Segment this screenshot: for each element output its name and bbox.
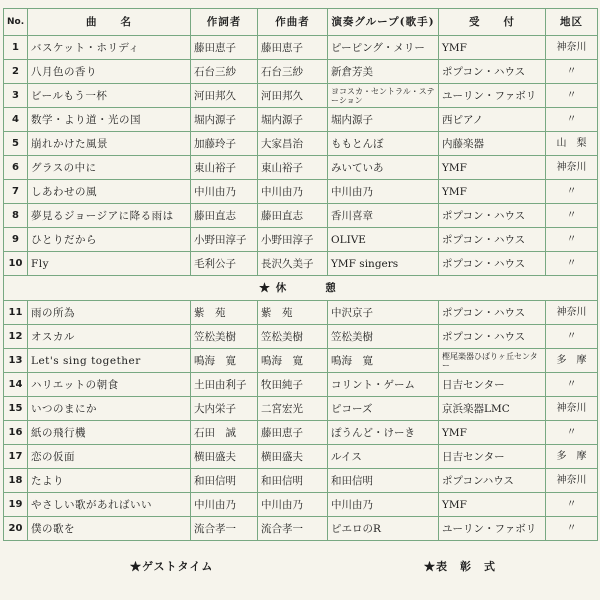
- table-row: [4, 84, 598, 108]
- cell-performer: ももとんぼ: [328, 132, 439, 156]
- cell-composer: 鳴海 寛: [258, 349, 328, 373]
- cell-lyricist: 中川由乃: [191, 493, 258, 517]
- header-lyricist: 作詞者: [191, 9, 258, 36]
- cell-composer: 流合孝一: [258, 517, 328, 541]
- cell-performer: ルイス: [328, 445, 439, 469]
- cell-title: 恋の仮面: [28, 445, 191, 469]
- cell-region: 〃: [546, 84, 598, 108]
- table-row: [4, 493, 598, 517]
- cell-region: 〃: [546, 517, 598, 541]
- cell-composer: 紫 苑: [258, 301, 328, 325]
- cell-no: 4: [4, 108, 28, 132]
- cell-reception: 日吉センター: [439, 445, 546, 469]
- cell-title: Let's sing together: [28, 349, 191, 373]
- cell-title: Fly: [28, 252, 191, 276]
- intermission-row: [4, 276, 598, 301]
- cell-title: いつのまにか: [28, 397, 191, 421]
- cell-no: 13: [4, 349, 28, 373]
- cell-title: しあわせの風: [28, 180, 191, 204]
- cell-composer: 藤田恵子: [258, 421, 328, 445]
- cell-region: 〃: [546, 373, 598, 397]
- cell-reception: 京浜楽器LMC: [439, 397, 546, 421]
- program-part-2: [4, 301, 598, 541]
- cell-lyricist: 小野田淳子: [191, 228, 258, 252]
- header-reception: 受 付: [439, 9, 546, 36]
- cell-composer: 横田盛夫: [258, 445, 328, 469]
- cell-no: 1: [4, 36, 28, 60]
- cell-no: 2: [4, 60, 28, 84]
- cell-region: 〃: [546, 493, 598, 517]
- cell-no: 18: [4, 469, 28, 493]
- table-row: [4, 469, 598, 493]
- cell-no: 15: [4, 397, 28, 421]
- table-row: [4, 252, 598, 276]
- cell-no: 10: [4, 252, 28, 276]
- cell-title: 夢見るジョージアに降る雨は: [28, 204, 191, 228]
- cell-reception: ポプコン・ハウス: [439, 325, 546, 349]
- cell-composer: 石台三紗: [258, 60, 328, 84]
- cell-no: 7: [4, 180, 28, 204]
- table-row: [4, 204, 598, 228]
- cell-reception: ユーリン・ファボリ: [439, 84, 546, 108]
- cell-performer: みいていあ: [328, 156, 439, 180]
- cell-lyricist: 笠松美樹: [191, 325, 258, 349]
- cell-no: 19: [4, 493, 28, 517]
- cell-title: グラスの中に: [28, 156, 191, 180]
- table-row: [4, 349, 598, 373]
- cell-no: 16: [4, 421, 28, 445]
- cell-region: 山 梨: [546, 132, 598, 156]
- cell-title: 僕の歌を: [28, 517, 191, 541]
- cell-region: 神奈川: [546, 301, 598, 325]
- cell-performer: OLIVE: [328, 228, 439, 252]
- cell-performer: 香川喜章: [328, 204, 439, 228]
- table-row: [4, 36, 598, 60]
- cell-lyricist: 土田由利子: [191, 373, 258, 397]
- award-ceremony-label: ★表 彰 式: [424, 560, 496, 573]
- cell-region: 〃: [546, 180, 598, 204]
- cell-no: 6: [4, 156, 28, 180]
- cell-reception: YMF: [439, 156, 546, 180]
- cell-composer: 和田信明: [258, 469, 328, 493]
- cell-lyricist: 石田 誠: [191, 421, 258, 445]
- cell-lyricist: 紫 苑: [191, 301, 258, 325]
- cell-reception: ポプコン・ハウス: [439, 204, 546, 228]
- cell-title: バスケット・ホリディ: [28, 36, 191, 60]
- cell-lyricist: 石台三紗: [191, 60, 258, 84]
- cell-performer: 和田信明: [328, 469, 439, 493]
- cell-region: 神奈川: [546, 397, 598, 421]
- cell-lyricist: 和田信明: [191, 469, 258, 493]
- cell-reception: 日吉センター: [439, 373, 546, 397]
- program-part-1: [4, 36, 598, 276]
- cell-title: やさしい歌があればいい: [28, 493, 191, 517]
- cell-lyricist: 藤田恵子: [191, 36, 258, 60]
- cell-region: 神奈川: [546, 469, 598, 493]
- program-table: [3, 8, 598, 541]
- cell-region: 〃: [546, 325, 598, 349]
- cell-lyricist: 大内栄子: [191, 397, 258, 421]
- table-row: [4, 397, 598, 421]
- cell-performer: 新倉芳美: [328, 60, 439, 84]
- cell-performer: ヨコスカ・セントラル・ステーション: [328, 84, 439, 108]
- cell-title: 紙の飛行機: [28, 421, 191, 445]
- cell-performer: 鳴海 寛: [328, 349, 439, 373]
- cell-lyricist: 毛利公子: [191, 252, 258, 276]
- cell-no: 20: [4, 517, 28, 541]
- cell-composer: 長沢久美子: [258, 252, 328, 276]
- table-row: [4, 373, 598, 397]
- cell-composer: 藤田恵子: [258, 36, 328, 60]
- cell-title: ビールもう一杯: [28, 84, 191, 108]
- cell-performer: 堀内源子: [328, 108, 439, 132]
- cell-no: 8: [4, 204, 28, 228]
- cell-no: 5: [4, 132, 28, 156]
- table-row: [4, 60, 598, 84]
- cell-reception: ポプコン・ハウス: [439, 60, 546, 84]
- cell-region: 〃: [546, 204, 598, 228]
- header-performer: 演奏グループ(歌手): [328, 9, 439, 36]
- cell-title: 雨の所為: [28, 301, 191, 325]
- table-row: [4, 180, 598, 204]
- cell-region: 多 摩: [546, 349, 598, 373]
- cell-lyricist: 鳴海 寛: [191, 349, 258, 373]
- cell-reception: 樫尾楽器ひばりヶ丘センター: [439, 349, 546, 373]
- table-row: [4, 421, 598, 445]
- cell-region: 〃: [546, 252, 598, 276]
- cell-performer: ピエロのR: [328, 517, 439, 541]
- table-row: [4, 301, 598, 325]
- cell-region: 神奈川: [546, 36, 598, 60]
- cell-title: 数学・より道・光の国: [28, 108, 191, 132]
- cell-composer: 中川由乃: [258, 493, 328, 517]
- cell-no: 11: [4, 301, 28, 325]
- cell-composer: 牧田純子: [258, 373, 328, 397]
- table-row: [4, 517, 598, 541]
- cell-lyricist: 堀内源子: [191, 108, 258, 132]
- cell-reception: YMF: [439, 180, 546, 204]
- cell-region: 〃: [546, 108, 598, 132]
- intermission-label: ★休 憩: [4, 276, 598, 301]
- guest-time-label: ★ゲストタイム: [130, 560, 214, 573]
- cell-composer: 堀内源子: [258, 108, 328, 132]
- cell-composer: 小野田淳子: [258, 228, 328, 252]
- header-no: No.: [4, 9, 28, 36]
- cell-reception: ポプコン・ハウス: [439, 301, 546, 325]
- cell-title: 崩れかけた風景: [28, 132, 191, 156]
- cell-reception: YMF: [439, 421, 546, 445]
- cell-performer: ぽうんど・けーき: [328, 421, 439, 445]
- cell-region: 〃: [546, 421, 598, 445]
- cell-title: ハリエットの朝食: [28, 373, 191, 397]
- cell-lyricist: 横田盛夫: [191, 445, 258, 469]
- header-region: 地区: [546, 9, 598, 36]
- cell-performer: 中川由乃: [328, 493, 439, 517]
- cell-reception: ポプコン・ハウス: [439, 228, 546, 252]
- cell-region: 〃: [546, 228, 598, 252]
- header-composer: 作曲者: [258, 9, 328, 36]
- cell-reception: YMF: [439, 493, 546, 517]
- table-row: [4, 325, 598, 349]
- table-row: [4, 108, 598, 132]
- cell-no: 17: [4, 445, 28, 469]
- cell-composer: 大家昌治: [258, 132, 328, 156]
- cell-lyricist: 流合孝一: [191, 517, 258, 541]
- cell-composer: 藤田直志: [258, 204, 328, 228]
- header-row: [4, 9, 598, 36]
- cell-composer: 二宮宏光: [258, 397, 328, 421]
- cell-region: 神奈川: [546, 156, 598, 180]
- cell-performer: 中沢京子: [328, 301, 439, 325]
- cell-no: 3: [4, 84, 28, 108]
- cell-performer: ピコーズ: [328, 397, 439, 421]
- cell-reception: 西ピアノ: [439, 108, 546, 132]
- cell-reception: ポプコン・ハウス: [439, 252, 546, 276]
- cell-composer: 笠松美樹: [258, 325, 328, 349]
- cell-reception: ユーリン・ファボリ: [439, 517, 546, 541]
- cell-composer: 中川由乃: [258, 180, 328, 204]
- cell-lyricist: 加藤玲子: [191, 132, 258, 156]
- cell-reception: YMF: [439, 36, 546, 60]
- header-title: 曲 名: [28, 9, 191, 36]
- cell-reception: ポプコンハウス: [439, 469, 546, 493]
- cell-reception: 内藤楽器: [439, 132, 546, 156]
- cell-lyricist: 東山裕子: [191, 156, 258, 180]
- cell-performer: 中川由乃: [328, 180, 439, 204]
- cell-no: 14: [4, 373, 28, 397]
- cell-no: 9: [4, 228, 28, 252]
- cell-composer: 河田邦久: [258, 84, 328, 108]
- cell-performer: コリント・ゲーム: [328, 373, 439, 397]
- cell-title: オスカル: [28, 325, 191, 349]
- cell-title: たより: [28, 469, 191, 493]
- table-row: [4, 228, 598, 252]
- cell-region: 〃: [546, 60, 598, 84]
- table-row: [4, 445, 598, 469]
- cell-performer: 笠松美樹: [328, 325, 439, 349]
- cell-performer: ピーピング・メリー: [328, 36, 439, 60]
- cell-composer: 東山裕子: [258, 156, 328, 180]
- cell-lyricist: 中川由乃: [191, 180, 258, 204]
- cell-lyricist: 藤田直志: [191, 204, 258, 228]
- cell-region: 多 摩: [546, 445, 598, 469]
- cell-no: 12: [4, 325, 28, 349]
- table-row: [4, 132, 598, 156]
- cell-title: ひとりだから: [28, 228, 191, 252]
- table-row: [4, 156, 598, 180]
- cell-title: 八月色の香り: [28, 60, 191, 84]
- cell-lyricist: 河田邦久: [191, 84, 258, 108]
- cell-performer: YMF singers: [328, 252, 439, 276]
